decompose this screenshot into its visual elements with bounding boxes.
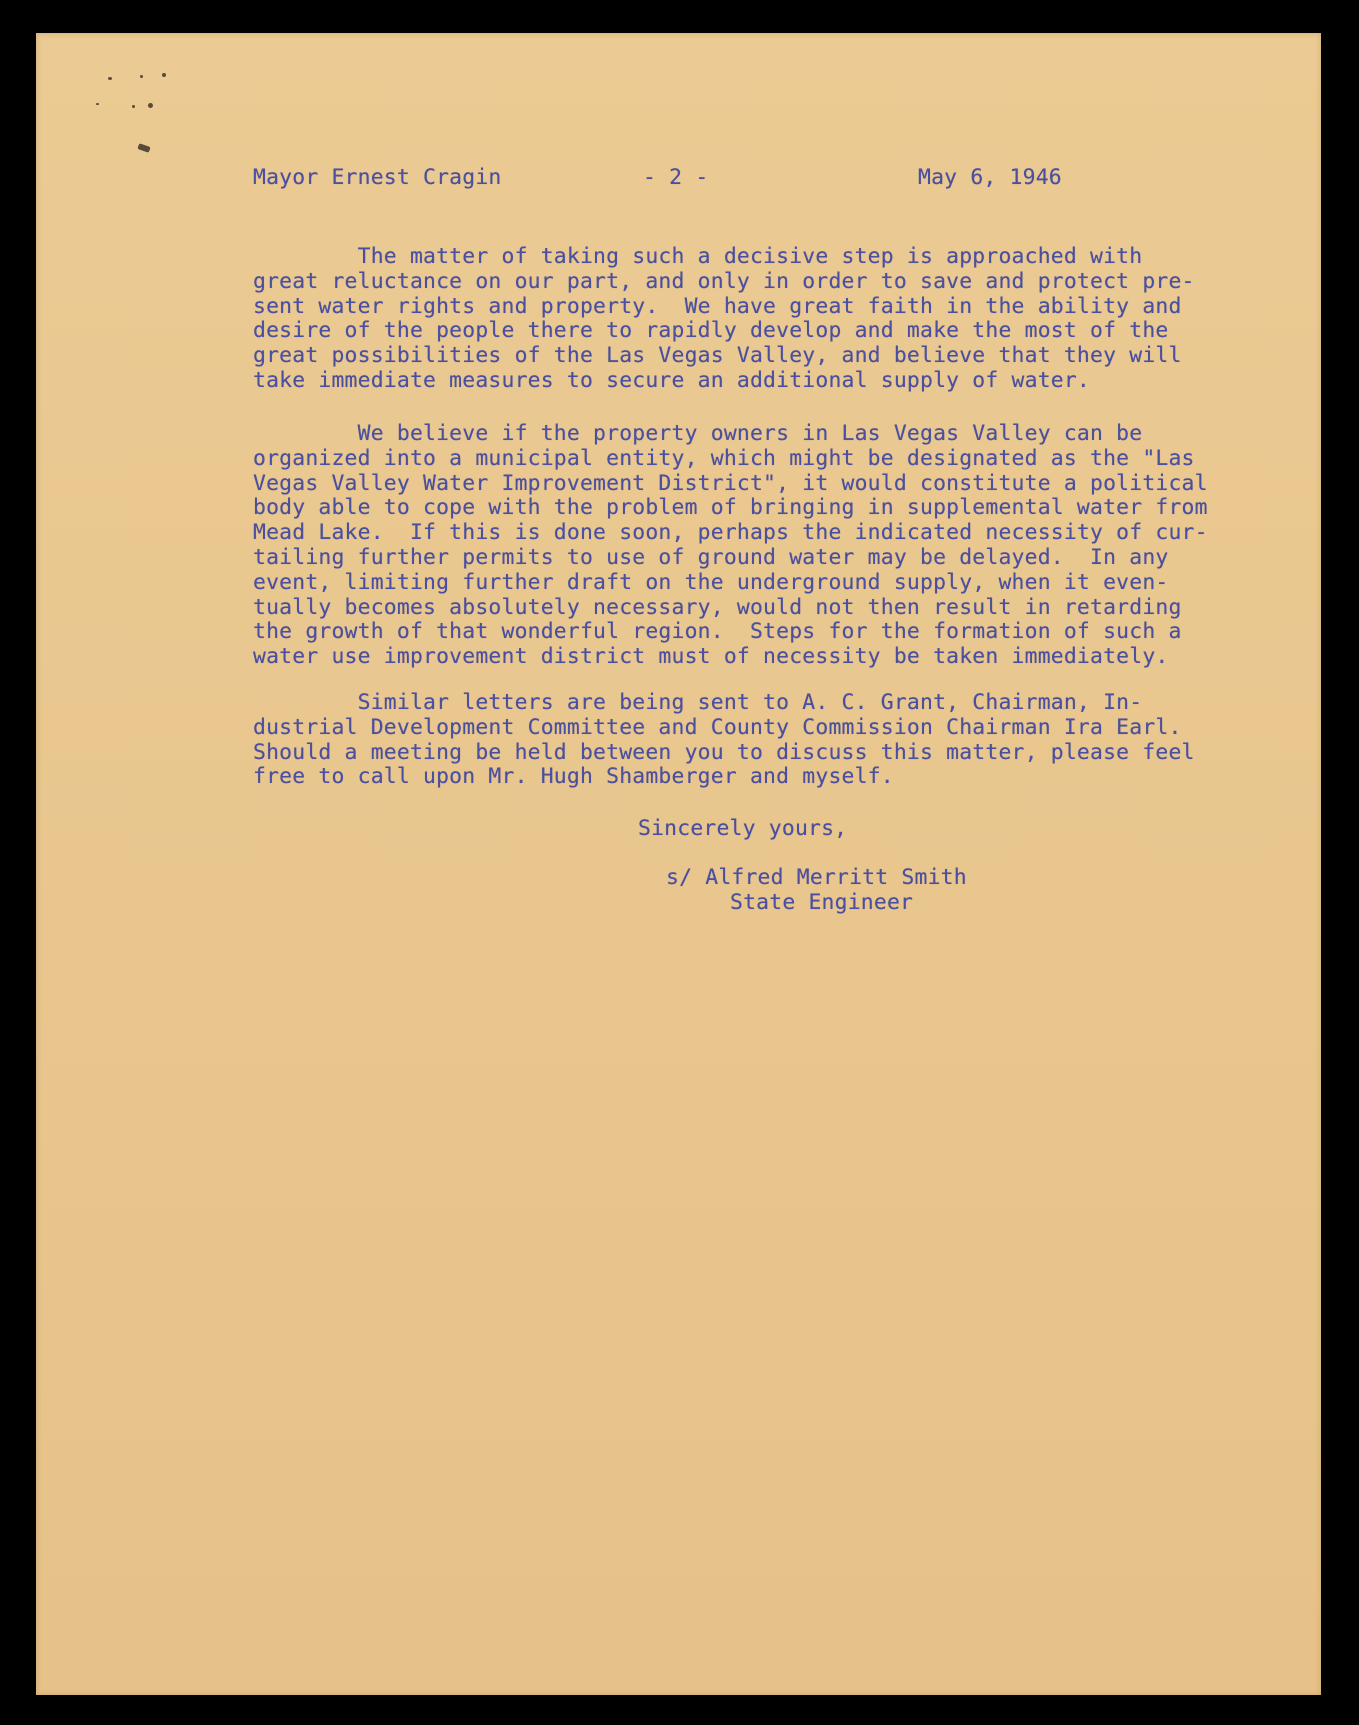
text-line: desire of the people there to rapidly develop and make the most of the	[253, 318, 1169, 344]
text-line: water use improvement district must of necessity be taken immediately.	[253, 644, 1169, 670]
letter-date: May 6, 1946	[918, 165, 1062, 190]
letter-text	[253, 148, 1213, 915]
letter-header	[253, 148, 1213, 190]
text-line: the growth of that wonderful region. Steps for the formation of such a	[253, 619, 1182, 645]
text-line: dustrial Development Committee and County Commission Chairman Ira Earl.	[253, 714, 1182, 740]
text-line: body able to cope with the problem of bringing in supplemental water from	[253, 495, 1208, 521]
text-line: Vegas Valley Water Improvement District", it would constitute a political	[253, 470, 1208, 496]
closing-salutation: Sincerely yours,	[638, 816, 848, 841]
text-line: free to call upon Mr. Hugh Shamberger and myself.	[253, 764, 894, 790]
addressee: Mayor Ernest Cragin	[253, 165, 502, 190]
text-line: Similar letters are being sent to A. C. Grant, Chairman, In-	[253, 690, 1143, 715]
signer-title: State Engineer	[730, 890, 914, 915]
text-line: great possibilities of the Las Vegas Valley, and believe that they will	[253, 343, 1182, 369]
text-line: We believe if the property owners in Las Vegas Valley can be	[253, 421, 1143, 446]
text-line: tailing further permits to use of ground water may be delayed. In any	[253, 544, 1169, 570]
text-line: tually becomes absolutely necessary, would not then result in retarding	[253, 594, 1182, 620]
text-line: event, limiting further draft on the underground supply, when it even-	[253, 569, 1169, 595]
paragraph-2	[253, 422, 1208, 670]
text-line: The matter of taking such a decisive step is approached with	[253, 244, 1143, 269]
text-line: Should a meeting be held between you to discuss this matter, please feel	[253, 739, 1195, 765]
paragraph-1	[253, 245, 1195, 394]
text-line: take immediate measures to secure an additional supply of water.	[253, 367, 1091, 393]
paragraph-3	[253, 691, 1195, 790]
text-line: great reluctance on our part, and only in order to save and protect pre-	[253, 268, 1195, 294]
signature: s/ Alfred Merritt Smith	[666, 865, 967, 890]
text-line: sent water rights and property. We have great faith in the ability and	[253, 293, 1182, 319]
page-number: - 2 -	[643, 165, 709, 190]
text-line: organized into a municipal entity, which might be designated as the "Las	[253, 445, 1195, 471]
text-line: Mead Lake. If this is done soon, perhaps the indicated necessity of cur-	[253, 520, 1208, 546]
